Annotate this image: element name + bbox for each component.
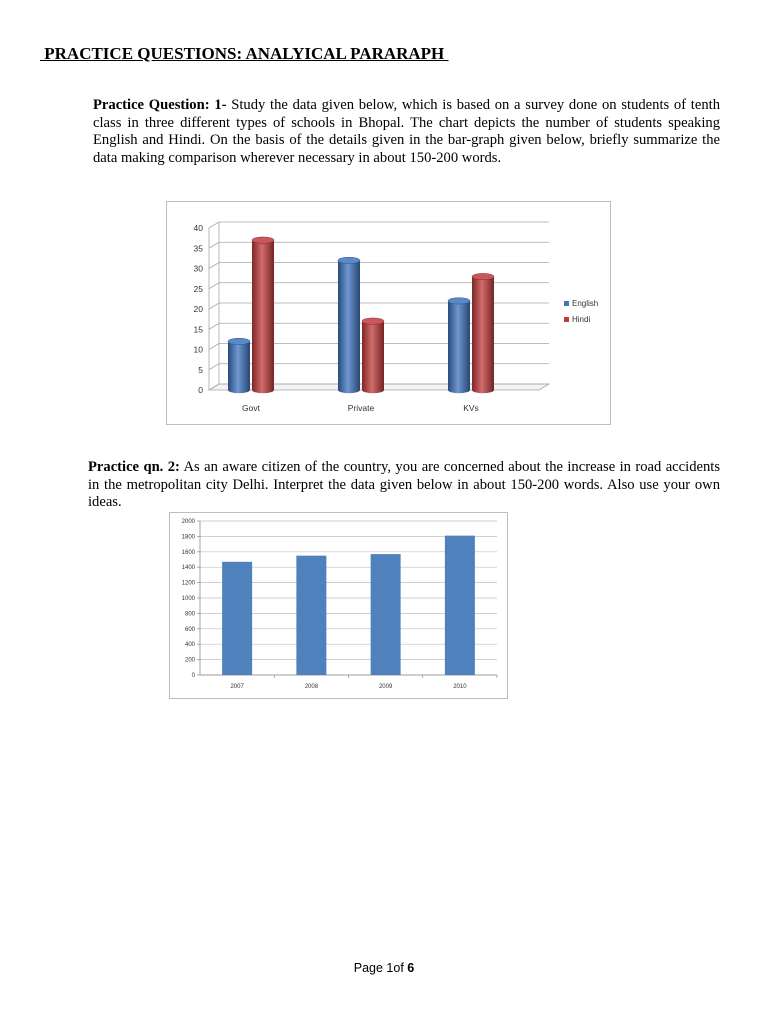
chart-2-svg: [170, 513, 507, 698]
y-tick-label: 10: [193, 344, 203, 355]
y-tick-label: 0: [198, 385, 203, 395]
footer-prefix: Page: [353, 961, 387, 975]
y-tick-label: 1200: [181, 580, 195, 587]
practice-question-1: [93, 97, 720, 167]
y-tick-label: 20: [193, 304, 203, 314]
chart-1-svg: [167, 202, 610, 424]
bar-english-private: [338, 257, 360, 393]
x-tick-label: 2007: [230, 684, 244, 690]
bar-2009: [371, 554, 401, 675]
bar-english-kvs: [448, 298, 470, 394]
y-tick-label: 1400: [181, 565, 195, 572]
bar-top: [252, 237, 274, 243]
y-tick-label: 0: [191, 673, 195, 679]
bar-top: [338, 257, 360, 263]
bar-top: [228, 338, 250, 344]
y-tick-label: 400: [184, 642, 195, 649]
y-tick-label: 35: [193, 243, 203, 254]
bar-body: [362, 321, 384, 393]
x-tick-label: 2010: [453, 684, 467, 690]
bar-hindi-kvs: [472, 273, 494, 393]
x-tick-label: 2008: [304, 684, 319, 690]
y-tick-label: 2000: [181, 519, 195, 525]
y-tick-label: 600: [184, 626, 195, 633]
footer-total: 6: [407, 961, 415, 975]
gridline: [209, 222, 549, 228]
footer-page: 1: [386, 961, 394, 975]
bar-2007: [222, 562, 252, 675]
page-title: PRACTICE QUESTIONS: ANALYICAL PARARAPH: [40, 44, 449, 63]
x-tick-label: KVs: [463, 403, 479, 413]
x-tick-label: Govt: [242, 403, 260, 413]
y-tick-label: 15: [193, 324, 203, 335]
legend-swatch-hindi: [564, 317, 569, 322]
footer-mid: of: [393, 961, 408, 975]
y-tick-label: 30: [193, 263, 203, 274]
practice-question-2: [88, 459, 720, 512]
bar-2010: [445, 536, 475, 675]
bar-english-govt: [228, 338, 250, 393]
legend-label-english: English: [572, 299, 599, 308]
y-tick-label: 1800: [181, 534, 195, 541]
bar-body: [338, 260, 360, 393]
bar-hindi-private: [362, 318, 384, 393]
y-tick-label: 800: [184, 611, 195, 618]
chart-1-frame: [166, 201, 611, 425]
y-tick-label: 1000: [181, 596, 195, 602]
bar-2008: [296, 556, 326, 675]
bar-hindi-govt: [252, 237, 274, 393]
bar-body: [228, 341, 250, 393]
bar-top: [362, 318, 384, 324]
bar-body: [448, 301, 470, 393]
x-tick-label: Private: [347, 403, 375, 413]
question-2-text: As an aware citizen of the country, you are concerned about the increase in road accidents in the metropolitan city Delhi. Interpret the data given below in about 150-200 words. Also use your own ideas.: [88, 459, 720, 510]
y-tick-label: 25: [193, 283, 203, 294]
y-tick-label: 5: [198, 364, 203, 375]
x-tick-label: 2009: [378, 684, 393, 690]
bar-top: [448, 298, 470, 304]
y-tick-label: 40: [193, 223, 203, 233]
question-1-text: Study the data given below, which is based on a survey done on students of tenth class in three different types of schools in Bhopal. The chart depicts the number of students speaking English and Hindi. On the basis of the details given in the bar-graph given below, briefly summarize the data making comparison wherever necessary in about 150-200 words.: [93, 97, 720, 166]
y-tick-label: 1600: [181, 549, 195, 556]
chart-2-frame: [169, 512, 508, 699]
legend-label-hindi: Hindi: [572, 315, 591, 324]
bar-top: [472, 273, 494, 279]
question-1-label: Practice Question: 1-: [93, 97, 227, 113]
question-2-label: Practice qn. 2:: [88, 459, 180, 475]
legend-swatch-english: [564, 301, 569, 306]
page-footer: [0, 961, 768, 975]
bar-body: [252, 240, 274, 393]
bar-body: [472, 277, 494, 394]
y-tick-label: 200: [184, 657, 195, 664]
